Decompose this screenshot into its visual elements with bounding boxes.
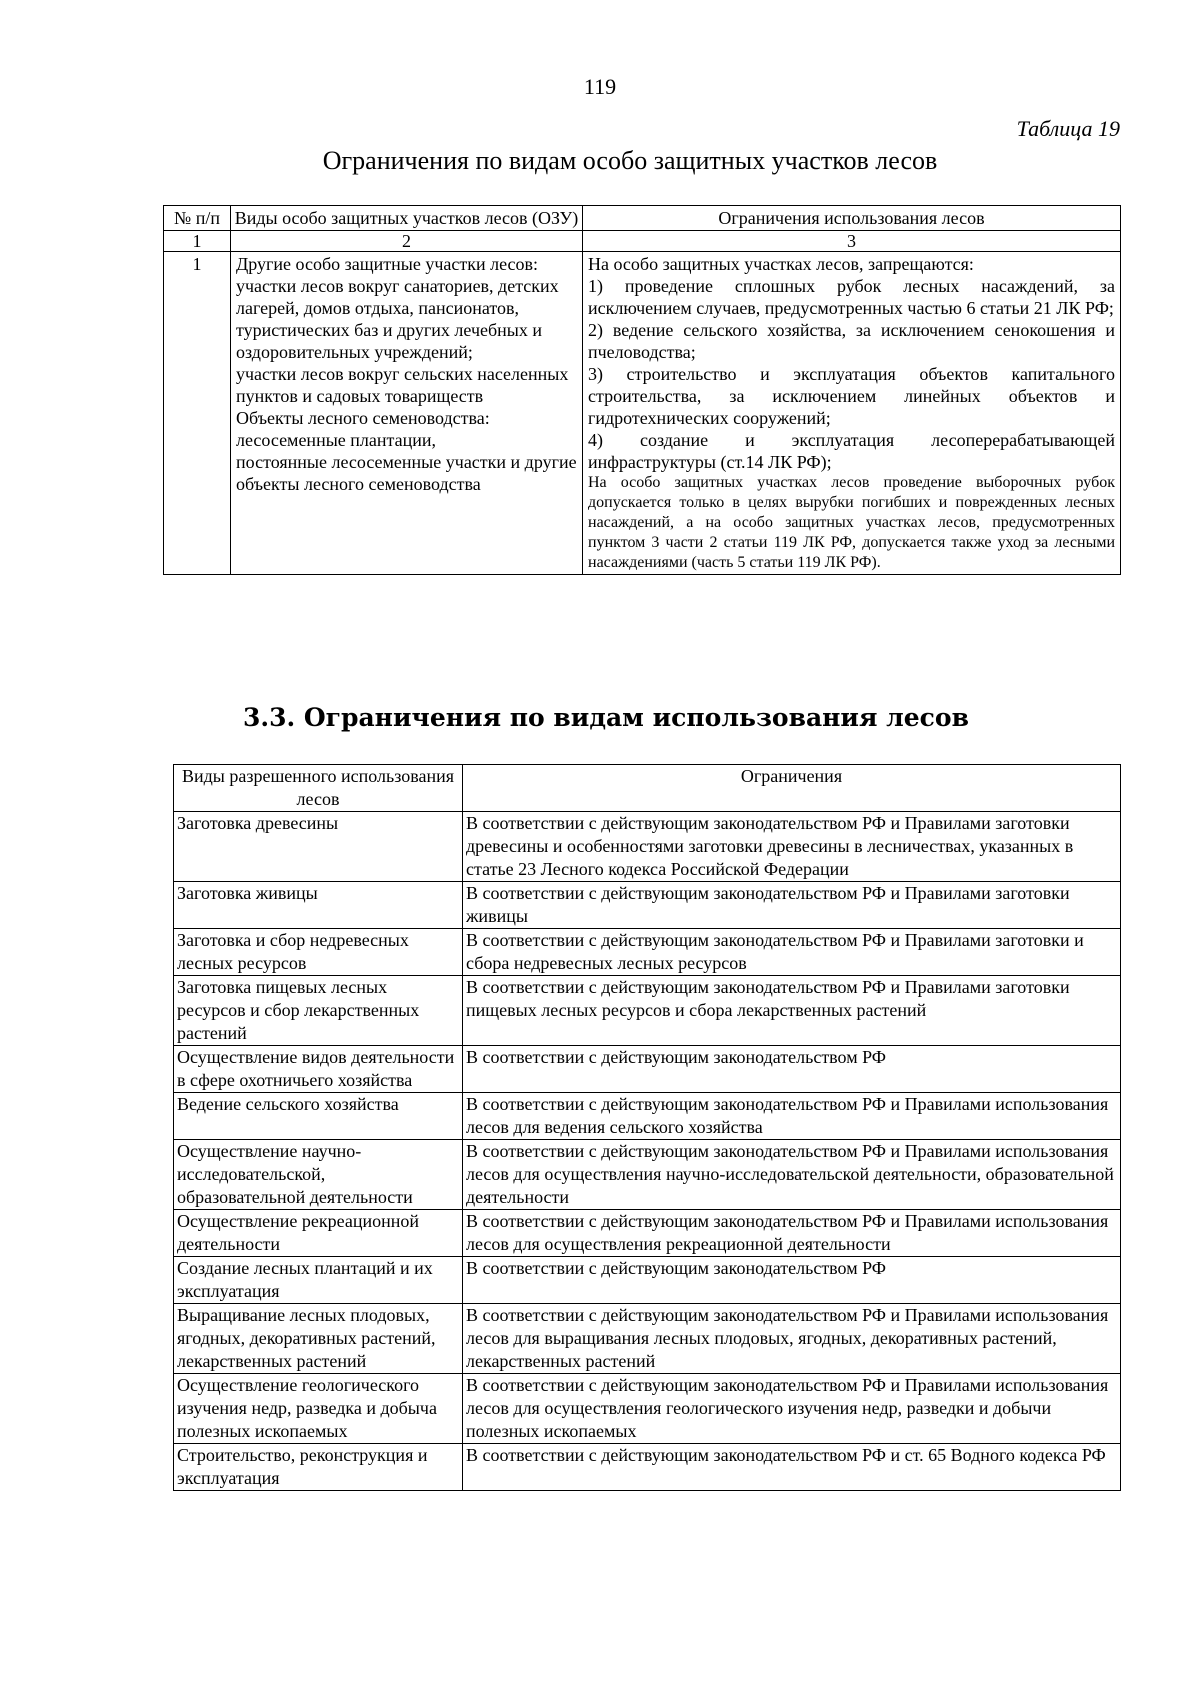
restriction-cell: В соответствии с действующим законодательством РФ и Правилами заготовки живицы	[463, 882, 1121, 929]
table-row	[174, 1444, 1121, 1491]
table-row	[174, 1046, 1121, 1093]
table-row	[174, 1257, 1121, 1304]
table-row	[174, 929, 1121, 976]
restrictions-cell	[583, 252, 1121, 575]
header-restrictions: Ограничения	[463, 765, 1121, 812]
restriction-cell: В соответствии с действующим законодательством РФ и ст. 65 Водного кодекса РФ	[463, 1444, 1121, 1491]
restriction-cell: В соответствии с действующим законодательством РФ и Правилами использования лесов для ведения сельского хозяйства	[463, 1093, 1121, 1140]
page-title: Ограничения по видам особо защитных участков лесов	[322, 146, 938, 175]
area-type-line: участки лесов вокруг сельских населенных пунктов и садовых товариществ	[236, 364, 569, 406]
usage-type-cell: Строительство, реконструкция и эксплуатация	[174, 1444, 463, 1491]
restriction-line: 3) строительство и эксплуатация объектов капитального строительства, за исключением линейных объектов и гидротехнических сооружений;	[588, 364, 1115, 428]
restriction-cell: В соответствии с действующим законодательством РФ и Правилами заготовки и сбора недревесных лесных ресурсов	[463, 929, 1121, 976]
table-row	[164, 252, 1121, 575]
section-heading: 3.3. Ограничения по видам использования лесов	[243, 703, 969, 732]
table-row	[174, 1304, 1121, 1374]
header-area-types: Виды особо защитных участков лесов (ОЗУ)	[231, 206, 583, 231]
row-number: 1	[164, 252, 231, 575]
restriction-cell: В соответствии с действующим законодательством РФ и Правилами использования лесов для выращивания лесных плодовых, ягодных, декоративных растений, лекарственных растений	[463, 1304, 1121, 1374]
area-type-line: Другие особо защитные участки лесов:	[236, 254, 539, 274]
header-number: № п/п	[164, 206, 231, 231]
usage-type-cell: Заготовка и сбор недревесных лесных ресурсов	[174, 929, 463, 976]
usage-type-cell: Заготовка пищевых лесных ресурсов и сбор лекарственных растений	[174, 976, 463, 1046]
area-type-line: Объекты лесного семеноводства:	[236, 408, 490, 428]
usage-type-cell: Выращивание лесных плодовых, ягодных, декоративных растений, лекарственных растений	[174, 1304, 463, 1374]
usage-type-cell: Осуществление видов деятельности в сфере охотничьего хозяйства	[174, 1046, 463, 1093]
restriction-cell: В соответствии с действующим законодательством РФ и Правилами использования лесов для осуществления геологического изучения недр, разведки и добычи полезных ископаемых	[463, 1374, 1121, 1444]
usage-type-cell: Осуществление геологического изучения недр, разведка и добыча полезных ископаемых	[174, 1374, 463, 1444]
table-header-row	[164, 206, 1121, 231]
usage-table-body	[174, 812, 1121, 1491]
area-type-line: участки лесов вокруг санаториев, детских лагерей, домов отдыха, пансионатов, туристических баз и других лечебных и оздоровительных учреждений;	[236, 276, 559, 362]
restriction-cell: В соответствии с действующим законодательством РФ и Правилами заготовки пищевых лесных ресурсов и сбора лекарственных растений	[463, 976, 1121, 1046]
area-type-line: постоянные лесосеменные участки и другие объекты лесного семеноводства	[236, 452, 577, 494]
restriction-cell: В соответствии с действующим законодательством РФ	[463, 1046, 1121, 1093]
table-row	[174, 882, 1121, 929]
restriction-cell: В соответствии с действующим законодательством РФ и Правилами заготовки древесины и особенностями заготовки древесины в лесничествах, указанных в статье 23 Лесного кодекса Российской Федерации	[463, 812, 1121, 882]
restriction-line: 1) проведение сплошных рубок лесных насаждений, за исключением случаев, предусмотренных частью 6 статьи 21 ЛК РФ;	[588, 276, 1115, 318]
column-index: 3	[583, 231, 1121, 252]
column-index-row	[164, 231, 1121, 252]
usage-type-cell: Заготовка живицы	[174, 882, 463, 929]
table-label: Таблица 19	[1016, 116, 1120, 141]
table-row	[174, 1374, 1121, 1444]
restriction-line: На особо защитных участках лесов, запрещаются:	[588, 254, 974, 274]
usage-type-cell: Ведение сельского хозяйства	[174, 1093, 463, 1140]
restriction-line: 4) создание и эксплуатация лесоперерабатывающей инфраструктуры (ст.14 ЛК РФ);	[588, 430, 1115, 472]
restriction-cell: В соответствии с действующим законодательством РФ	[463, 1257, 1121, 1304]
table-row	[174, 976, 1121, 1046]
usage-type-cell: Осуществление рекреационной деятельности	[174, 1210, 463, 1257]
table-header-row	[174, 765, 1121, 812]
page-number: 119	[583, 74, 617, 99]
protective-areas-table	[163, 205, 1121, 575]
column-index: 2	[231, 231, 583, 252]
usage-type-cell: Осуществление научно-исследовательской, образовательной деятельности	[174, 1140, 463, 1210]
usage-type-cell: Заготовка древесины	[174, 812, 463, 882]
table-row	[174, 1093, 1121, 1140]
restriction-cell: В соответствии с действующим законодательством РФ и Правилами использования лесов для осуществления рекреационной деятельности	[463, 1210, 1121, 1257]
area-types-cell	[231, 252, 583, 575]
usage-type-cell: Создание лесных плантаций и их эксплуатация	[174, 1257, 463, 1304]
area-type-line: лесосеменные плантации,	[236, 430, 436, 450]
column-index: 1	[164, 231, 231, 252]
table-row	[174, 1210, 1121, 1257]
restriction-line: 2) ведение сельского хозяйства, за исключением сенокошения и пчеловодства;	[588, 320, 1115, 362]
restriction-cell: В соответствии с действующим законодательством РФ и Правилами использования лесов для осуществления научно-исследовательской деятельности, образовательной деятельности	[463, 1140, 1121, 1210]
table-row	[174, 1140, 1121, 1210]
header-usage-types: Виды разрешенного использования лесов	[174, 765, 463, 812]
table-row	[174, 812, 1121, 882]
restriction-note: На особо защитных участках лесов проведение выборочных рубок допускается только в целях вырубки погибших и поврежденных лесных насаждений, а на особо защитных участках лесов, предусмотренных пунктом 3 части 2 статьи 119 ЛК РФ, допускается также уход за лесными насаждениями (часть 5 статьи 119 ЛК РФ).	[588, 474, 1115, 571]
header-restrictions: Ограничения использования лесов	[583, 206, 1121, 231]
usage-restrictions-table	[173, 764, 1121, 1491]
